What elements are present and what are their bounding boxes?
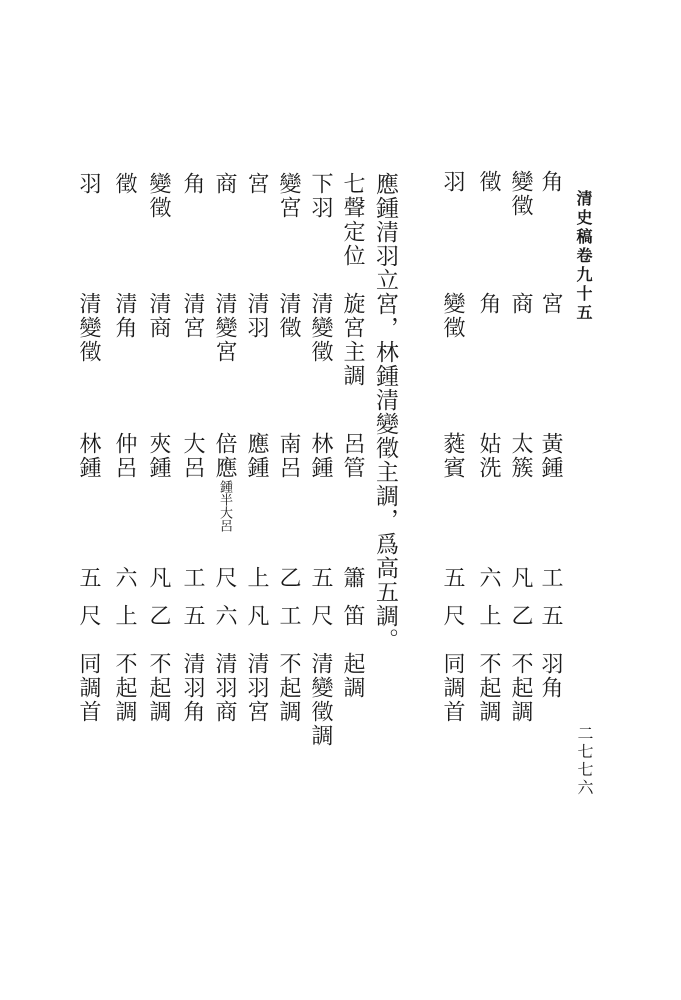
cell-lower-5-5: 乙 xyxy=(146,604,171,628)
cell-lower-1-1: 變宮 xyxy=(276,172,301,220)
cell-upper-2-4: 六 xyxy=(476,566,501,590)
cell-upper-1-3: 太簇 xyxy=(508,432,533,480)
cell-upper-1-6: 不起調 xyxy=(508,652,533,724)
cell-upper-0-4: 工 xyxy=(538,566,563,590)
section-note: 應鍾清羽立宮，林鍾清變徵主調，爲高五調。 xyxy=(372,172,398,652)
cell-upper-0-3: 黃鍾 xyxy=(538,432,563,480)
page-number: 二七七六 xyxy=(575,725,594,797)
cell-upper-3-5: 尺 xyxy=(440,604,465,628)
cell-lower-6-4: 六 xyxy=(112,566,137,590)
cell-lower-7-1: 羽 xyxy=(76,172,101,196)
cell-upper-2-3: 姑洗 xyxy=(476,432,501,480)
cell-lower-4-3: 大呂 xyxy=(180,432,205,480)
cell-lower-3-1: 商 xyxy=(212,172,237,196)
cell-lower-2-1: 宮 xyxy=(244,172,269,196)
cell-upper-0-5: 五 xyxy=(538,604,563,628)
header-di: 笛 xyxy=(340,604,365,628)
cell-lower-4-6: 清羽角 xyxy=(180,652,205,724)
cell-lower-3-5: 六 xyxy=(212,604,237,628)
cell-lower-2-4: 上 xyxy=(244,566,269,590)
cell-lower-7-5: 尺 xyxy=(76,604,101,628)
cell-upper-1-2: 商 xyxy=(508,292,533,316)
cell-lower-4-4: 工 xyxy=(180,566,205,590)
cell-lower-3-3-annotation: 鍾半大呂 xyxy=(217,480,232,532)
cell-lower-4-2: 清宮 xyxy=(180,292,205,340)
cell-lower-3-4: 尺 xyxy=(212,566,237,590)
cell-lower-4-5: 五 xyxy=(180,604,205,628)
cell-lower-5-6: 不起調 xyxy=(146,652,171,724)
cell-lower-3-3-main: 倍應 xyxy=(212,432,237,480)
cell-lower-2-3: 應鍾 xyxy=(244,432,269,480)
cell-lower-6-1: 徵 xyxy=(112,172,137,196)
cell-lower-0-5: 尺 xyxy=(308,604,333,628)
cell-lower-0-6: 清變徵調 xyxy=(308,652,333,748)
cell-upper-1-1: 變徵 xyxy=(508,170,533,218)
cell-upper-2-6: 不起調 xyxy=(476,652,501,724)
cell-lower-2-6: 清羽宮 xyxy=(244,652,269,724)
cell-lower-1-5: 工 xyxy=(276,604,301,628)
cell-lower-5-1: 變徵 xyxy=(146,172,171,220)
cell-upper-1-5: 乙 xyxy=(508,604,533,628)
cell-upper-2-2: 角 xyxy=(476,292,501,316)
cell-lower-2-2: 清羽 xyxy=(244,292,269,340)
cell-lower-0-2: 清變徵 xyxy=(308,292,333,364)
cell-lower-2-5: 凡 xyxy=(244,604,269,628)
cell-lower-4-1: 角 xyxy=(180,172,205,196)
cell-lower-6-2: 清角 xyxy=(112,292,137,340)
cell-lower-6-3: 仲呂 xyxy=(112,432,137,480)
cell-lower-0-4: 五 xyxy=(308,566,333,590)
header-xiao: 簫 xyxy=(340,566,365,590)
cell-lower-6-6: 不起調 xyxy=(112,652,137,724)
cell-upper-1-4: 凡 xyxy=(508,566,533,590)
cell-lower-5-4: 凡 xyxy=(146,566,171,590)
cell-lower-1-4: 乙 xyxy=(276,566,301,590)
cell-lower-5-2: 清商 xyxy=(146,292,171,340)
header-seven-tones: 七聲定位 xyxy=(340,172,365,268)
cell-lower-7-4: 五 xyxy=(76,566,101,590)
cell-lower-7-3: 林鍾 xyxy=(76,432,101,480)
cell-lower-5-3: 夾鍾 xyxy=(146,432,171,480)
cell-lower-7-6: 同調首 xyxy=(76,652,101,724)
cell-lower-3-3 xyxy=(212,432,236,532)
cell-upper-3-4: 五 xyxy=(440,566,465,590)
cell-lower-6-5: 上 xyxy=(112,604,137,628)
cell-lower-1-6: 不起調 xyxy=(276,652,301,724)
cell-lower-0-1: 下羽 xyxy=(308,172,333,220)
running-header: 清史稿卷九十五 xyxy=(574,190,593,323)
cell-upper-0-6: 羽角 xyxy=(538,652,563,700)
cell-upper-3-1: 羽 xyxy=(440,170,465,194)
cell-upper-2-1: 徵 xyxy=(476,170,501,194)
cell-upper-2-5: 上 xyxy=(476,604,501,628)
cell-lower-3-2: 清變宮 xyxy=(212,292,237,364)
cell-lower-1-3: 南呂 xyxy=(276,432,301,480)
cell-upper-3-3: 蕤賓 xyxy=(440,432,465,480)
cell-lower-1-2: 清徵 xyxy=(276,292,301,340)
header-start-key: 起調 xyxy=(340,652,365,700)
cell-upper-0-1: 角 xyxy=(538,170,563,194)
header-pitch-pipe: 呂管 xyxy=(340,432,365,480)
cell-upper-3-6: 同調首 xyxy=(440,652,465,724)
cell-lower-7-2: 清變徵 xyxy=(76,292,101,364)
cell-lower-0-3: 林鍾 xyxy=(308,432,333,480)
cell-lower-3-6: 清羽商 xyxy=(212,652,237,724)
cell-upper-0-2: 宮 xyxy=(538,292,563,316)
cell-upper-3-2: 變徵 xyxy=(440,292,465,340)
header-main-key: 旋宮主調 xyxy=(340,292,365,388)
